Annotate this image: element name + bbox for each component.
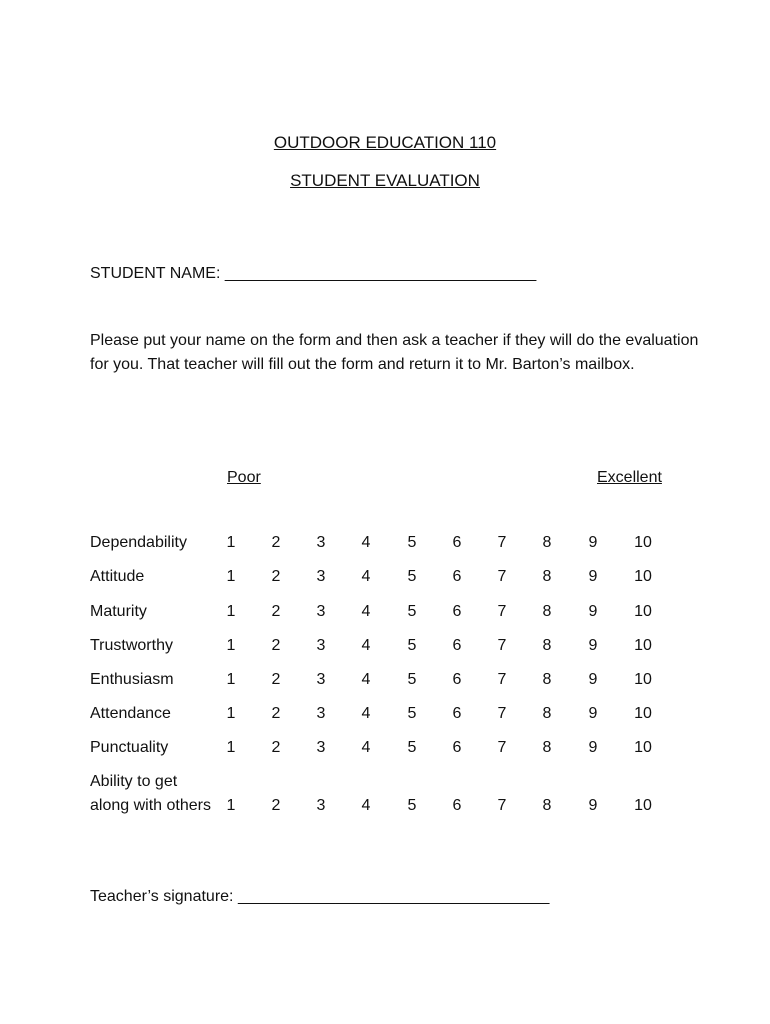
rating-label: Attendance [90, 705, 171, 722]
rating-option[interactable]: 3 [316, 534, 326, 551]
rating-option[interactable]: 8 [542, 603, 552, 620]
rating-option[interactable]: 3 [316, 603, 326, 620]
rating-option[interactable]: 6 [452, 534, 462, 551]
rating-option[interactable]: 1 [226, 797, 236, 814]
rating-option[interactable]: 6 [452, 739, 462, 756]
rating-option[interactable]: 8 [542, 534, 552, 551]
rating-option[interactable]: 9 [588, 603, 598, 620]
rating-option[interactable]: 9 [588, 568, 598, 585]
rating-option[interactable]: 10 [634, 671, 652, 688]
rating-option[interactable]: 2 [271, 705, 281, 722]
scale-low-label: Poor [227, 469, 261, 486]
rating-option[interactable]: 2 [271, 637, 281, 654]
rating-option[interactable]: 8 [542, 797, 552, 814]
rating-option[interactable]: 4 [361, 637, 371, 654]
rating-option[interactable]: 2 [271, 797, 281, 814]
rating-option[interactable]: 1 [226, 739, 236, 756]
rating-row-ability-label-line1 [0, 771, 770, 795]
rating-option[interactable]: 5 [407, 637, 417, 654]
rating-option[interactable]: 5 [407, 797, 417, 814]
rating-option[interactable]: 9 [588, 637, 598, 654]
rating-option[interactable]: 2 [271, 534, 281, 551]
rating-option[interactable]: 9 [588, 739, 598, 756]
rating-option[interactable]: 8 [542, 705, 552, 722]
instructions-paragraph: Please put your name on the form and then ask a teacher if they will do the evaluation for you. That teacher will fill out the form and return it to Mr. Barton’s mailbox. [90, 332, 699, 373]
rating-option[interactable]: 8 [542, 637, 552, 654]
rating-label: Punctuality [90, 739, 169, 756]
rating-option[interactable]: 1 [226, 705, 236, 722]
rating-option[interactable]: 4 [361, 705, 371, 722]
rating-option[interactable]: 1 [226, 637, 236, 654]
form-title: OUTDOOR EDUCATION 110 [273, 133, 497, 152]
student-name-field[interactable]: STUDENT NAME: ___________________________________ [90, 265, 537, 282]
rating-option[interactable]: 1 [226, 603, 236, 620]
rating-option[interactable]: 5 [407, 568, 417, 585]
rating-option[interactable]: 2 [271, 671, 281, 688]
rating-option[interactable]: 6 [452, 603, 462, 620]
rating-option[interactable]: 1 [226, 568, 236, 585]
rating-option[interactable]: 4 [361, 671, 371, 688]
rating-option[interactable]: 2 [271, 568, 281, 585]
rating-option[interactable]: 7 [497, 637, 507, 654]
rating-row-attitude [0, 566, 770, 590]
rating-option[interactable]: 9 [588, 797, 598, 814]
rating-row-attendance [0, 703, 770, 727]
teacher-signature-field[interactable]: Teacher’s signature: ___________________________________ [90, 888, 550, 905]
rating-row-punctuality [0, 737, 770, 761]
rating-row-trustworthy [0, 635, 770, 659]
rating-option[interactable]: 10 [634, 568, 652, 585]
rating-option[interactable]: 7 [497, 739, 507, 756]
rating-option[interactable]: 5 [407, 603, 417, 620]
scale-high-label: Excellent [597, 469, 662, 486]
rating-option[interactable]: 7 [497, 705, 507, 722]
rating-option[interactable]: 4 [361, 534, 371, 551]
rating-row-ability-to-get-along [0, 795, 770, 819]
rating-option[interactable]: 10 [634, 739, 652, 756]
rating-option[interactable]: 5 [407, 534, 417, 551]
rating-option[interactable]: 7 [497, 797, 507, 814]
rating-option[interactable]: 6 [452, 705, 462, 722]
rating-option[interactable]: 2 [271, 739, 281, 756]
rating-option[interactable]: 10 [634, 705, 652, 722]
rating-option[interactable]: 3 [316, 671, 326, 688]
rating-label: Enthusiasm [90, 671, 174, 688]
rating-label-line2: along with others [90, 797, 211, 814]
rating-option[interactable]: 10 [634, 637, 652, 654]
rating-option[interactable]: 4 [361, 603, 371, 620]
rating-option[interactable]: 4 [361, 568, 371, 585]
rating-option[interactable]: 7 [497, 671, 507, 688]
rating-label: Maturity [90, 603, 147, 620]
rating-option[interactable]: 1 [226, 534, 236, 551]
rating-option[interactable]: 8 [542, 568, 552, 585]
rating-option[interactable]: 3 [316, 637, 326, 654]
rating-option[interactable]: 10 [634, 797, 652, 814]
rating-option[interactable]: 9 [588, 705, 598, 722]
rating-option[interactable]: 9 [588, 534, 598, 551]
rating-option[interactable]: 6 [452, 671, 462, 688]
rating-option[interactable]: 6 [452, 797, 462, 814]
rating-option[interactable]: 6 [452, 637, 462, 654]
rating-option[interactable]: 3 [316, 705, 326, 722]
rating-option[interactable]: 7 [497, 534, 507, 551]
rating-option[interactable]: 5 [407, 705, 417, 722]
rating-option[interactable]: 8 [542, 671, 552, 688]
rating-option[interactable]: 3 [316, 797, 326, 814]
rating-option[interactable]: 10 [634, 534, 652, 551]
rating-option[interactable]: 4 [361, 797, 371, 814]
rating-option[interactable]: 4 [361, 739, 371, 756]
rating-option[interactable]: 3 [316, 568, 326, 585]
rating-option[interactable]: 6 [452, 568, 462, 585]
rating-option[interactable]: 5 [407, 739, 417, 756]
rating-label: Trustworthy [90, 637, 173, 654]
rating-option[interactable]: 2 [271, 603, 281, 620]
rating-option[interactable]: 8 [542, 739, 552, 756]
rating-label: Dependability [90, 534, 187, 551]
rating-option[interactable]: 1 [226, 671, 236, 688]
rating-row-enthusiasm [0, 669, 770, 693]
rating-option[interactable]: 7 [497, 603, 507, 620]
rating-label-line1: Ability to get [90, 773, 178, 790]
rating-label: Attitude [90, 568, 145, 585]
rating-row-dependability [0, 532, 770, 556]
rating-option[interactable]: 10 [634, 603, 652, 620]
form-subtitle: STUDENT EVALUATION [290, 171, 480, 190]
rating-row-maturity [0, 601, 770, 625]
rating-option[interactable]: 7 [497, 568, 507, 585]
rating-option[interactable]: 5 [407, 671, 417, 688]
rating-option[interactable]: 9 [588, 671, 598, 688]
rating-option[interactable]: 3 [316, 739, 326, 756]
